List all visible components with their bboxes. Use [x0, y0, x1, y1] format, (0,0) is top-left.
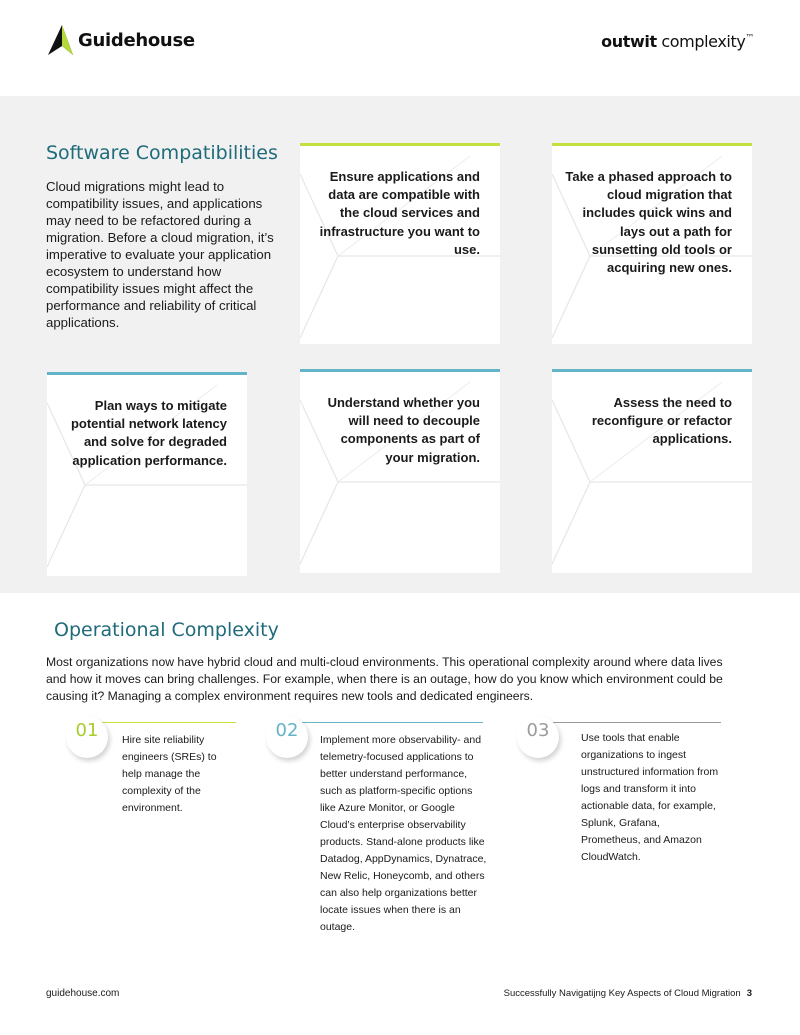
software-card-text: Ensure applications and data are compatible with the cloud services and infrastructure you want to use.	[319, 169, 480, 257]
guidehouse-logo-icon	[46, 24, 74, 56]
step-1-text: Hire site reliability engineers (SREs) to help manage the complexity of the environment.	[122, 734, 217, 814]
footer-doc-title: Successfully Navigatijng Key Aspects of Cloud Migration	[503, 988, 741, 999]
step-2-number: 02	[266, 716, 308, 758]
step-3-text: Use tools that enable organizations to ingest unstructured information from logs and transform it into actionable data, for example, Splunk, Grafana, Prometheus, and Amazon CloudWatch.	[581, 732, 719, 863]
footer-info	[504, 988, 752, 999]
tagline	[601, 32, 754, 51]
software-card-text: Take a phased approach to cloud migration that includes quick wins and lays out a path for sunsetting old tools or acquiring new ones.	[565, 169, 732, 276]
logo-text: Guidehouse	[78, 29, 195, 51]
tagline-bold: outwit	[601, 32, 657, 51]
software-card-text: Understand whether you will need to decouple components as part of your migration.	[327, 395, 480, 465]
software-card-1	[300, 143, 500, 344]
tagline-trademark: ™	[745, 33, 754, 44]
software-section-body: Cloud migrations might lead to compatibility issues, and applications may need to be refactored during a migration. Before a cloud migration, it’s imperative to evaluate your application ecosystem to understand how compatibility issues might affect the performance and reliability of critical applications.	[46, 179, 274, 330]
software-card-text: Plan ways to mitigate potential network latency and solve for degraded application performance.	[70, 398, 227, 468]
operational-section-title: Operational Complexity	[54, 619, 279, 641]
software-card-4	[300, 369, 500, 573]
software-card-text: Assess the need to reconfigure or refactor applications.	[591, 395, 732, 447]
page-number: 3	[746, 988, 752, 999]
step-2-text: Implement more observability- and telemetry-focused applications to better understand performance, such as platform-specific options like Azure Monitor, or Google Cloud’s enterprise observability products. Stand-alone products like Datadog, AppDynamics, Dynatrace, New Relic, Honeycomb, and others can also help organizations better locate issues when there is an outage.	[320, 734, 487, 933]
software-card-2	[552, 143, 752, 344]
software-card-3	[47, 372, 247, 576]
software-section-title: Software Compatibilities	[46, 142, 278, 164]
operational-section-body: Most organizations now have hybrid cloud and multi-cloud environments. This operational complexity around where data lives and how it moves can bring challenges. For example, when there is an outage, how do you know which environment could be causing it? Managing a complex environment requires new tools and dedicated engineers.	[46, 655, 723, 703]
step-1-rule	[90, 722, 236, 723]
footer-site: guidehouse.com	[46, 988, 120, 999]
guidehouse-logo	[46, 24, 195, 56]
software-card-5	[552, 369, 752, 573]
step-2-rule	[290, 722, 483, 723]
step-1-number: 01	[66, 716, 108, 758]
step-3-rule	[540, 722, 721, 723]
step-3-number: 03	[517, 716, 559, 758]
tagline-rest: complexity	[656, 32, 746, 51]
